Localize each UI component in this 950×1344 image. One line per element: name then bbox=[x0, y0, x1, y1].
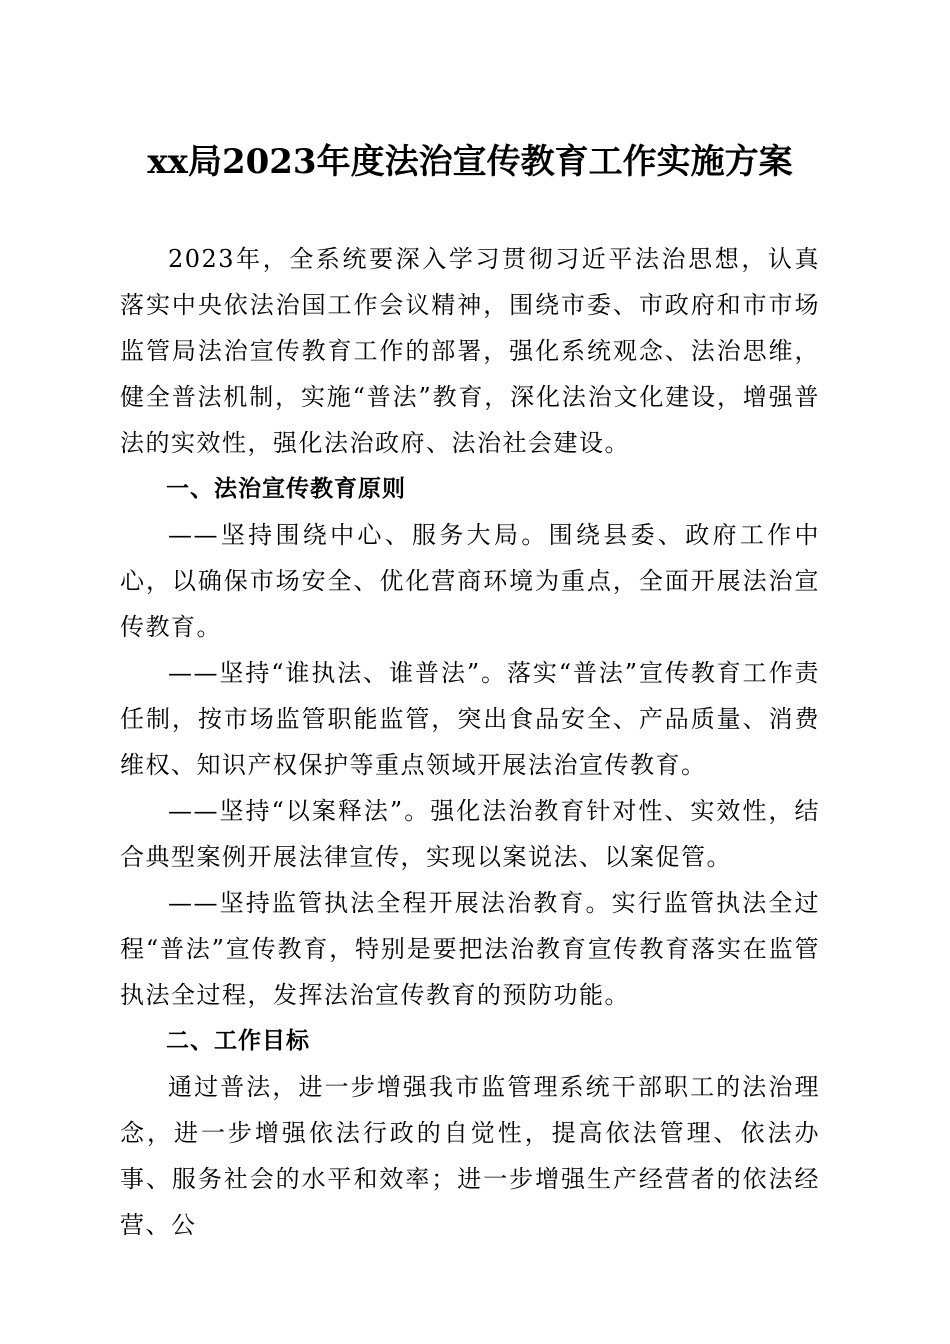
document-title: xx局2023年度法治宣传教育工作实施方案 bbox=[147, 142, 793, 182]
principle-paragraph: ——坚持“谁执法、谁普法”。落实“普法”宣传教育工作责任制，按市场监管职能监管，突出食品安全、产品质量、消费维权、知识产权保护等重点领域开展法治宣传教育。 bbox=[120, 659, 820, 779]
intro-paragraph: 2023年，全系统要深入学习贯彻习近平法治思想，认真落实中央依法治国工作会议精神，围绕市委、市政府和市市场监管局法治宣传教育工作的部署，强化系统观念、法治思维，健全普法机制，实施“普法”教育，深化法治文化建设，增强普法的实效性，强化法治政府、法治社会建设。 bbox=[120, 245, 820, 457]
principle-paragraph: ——坚持监管执法全程开展法治教育。实行监管执法全过程“普法”宣传教育，特别是要把法治教育宣传教育落实在监管执法全过程，发挥法治宣传教育的预防功能。 bbox=[120, 889, 820, 1009]
principle-paragraph: ——坚持“以案释法”。强化法治教育针对性、实效性，结合典型案例开展法律宣传，实现以案说法、以案促管。 bbox=[120, 797, 820, 871]
section-heading-principles: 一、法治宣传教育原则 bbox=[166, 476, 406, 502]
section-heading-goals: 二、工作目标 bbox=[166, 1028, 310, 1054]
document-body bbox=[120, 236, 820, 1248]
principle-paragraph: ——坚持围绕中心、服务大局。围绕县委、政府工作中心，以确保市场安全、优化营商环境为重点，全面开展法治宣传教育。 bbox=[120, 521, 820, 641]
goals-paragraph: 通过普法，进一步增强我市监管理系统干部职工的法治理念，进一步增强依法行政的自觉性，提高依法管理、依法办事、服务社会的水平和效率；进一步增强生产经营者的依法经营、公 bbox=[120, 1073, 820, 1239]
